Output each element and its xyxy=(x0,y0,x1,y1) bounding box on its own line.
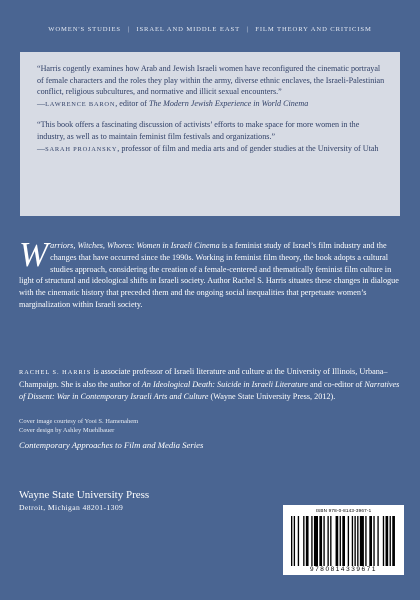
barcode-bar xyxy=(340,516,341,566)
barcode-bar xyxy=(330,516,331,566)
barcode-bar xyxy=(373,516,374,566)
category-header xyxy=(0,26,420,33)
bio-book-2: Narratives of Dissent: War in Contemporary Israeli Arts and Culture xyxy=(19,379,400,401)
description-body: is a feminist study of Israel’s film industry and the changes that have occurred since the 1990s. Working in feminist film theory, the book adopts a cultural studies approach, considering the creation of a female-centered and thematically feminist film culture in light of structural and ideological shifts in Israeli society. Author Rachel S. Harris situates these changes in dialogue with the cinematic history that preceded them and the ongoing social inequalities that perpetuate women’s marginalization within Israeli society. xyxy=(19,241,399,309)
quote-2-author: SARAH PROJANSKY xyxy=(45,145,118,153)
bio-text-1: is associate professor of Israeli literature and culture at the University of Illinois, Urbana–Champaign. She is also the author of xyxy=(19,367,388,389)
barcode-bar xyxy=(386,516,389,566)
category-film-theory: FILM THEORY AND CRITICISM xyxy=(255,26,372,33)
series-title: Contemporary Approaches to Film and Media Series xyxy=(19,440,204,450)
barcode-bar xyxy=(390,516,391,566)
barcode-bar xyxy=(311,516,312,566)
quote-1-dash: — xyxy=(37,98,46,108)
description-book-title: arriors, Witches, Whores: Women in Israeli Cinema xyxy=(50,241,220,250)
barcode-bar xyxy=(323,516,324,566)
barcode-bar xyxy=(365,516,366,566)
drop-cap: W xyxy=(19,235,49,274)
barcode-bar xyxy=(314,516,318,566)
barcode-bar xyxy=(342,516,345,566)
barcode-bar xyxy=(336,516,339,566)
barcode-bar xyxy=(352,516,353,566)
quote-1-book-title: The Modern Jewish Experience in World Cinema xyxy=(148,98,309,108)
publisher-block xyxy=(19,488,259,514)
endorsement-quote-2 xyxy=(37,119,387,155)
bio-text-2: and co-editor of xyxy=(307,379,365,389)
publisher-name: Wayne State University Press xyxy=(19,489,150,501)
bio-author-name: RACHEL S. HARRIS xyxy=(19,369,92,376)
bio-text-3: (Wayne State University Press, 2012). xyxy=(208,391,336,401)
barcode-bar xyxy=(348,516,349,566)
author-bio xyxy=(19,366,402,402)
barcode-bar xyxy=(303,516,304,566)
barcode-graphic xyxy=(291,516,396,566)
barcode-bar xyxy=(392,516,395,566)
barcode-bar xyxy=(294,516,295,566)
quote-2-text: “This book offers a fascinating discussion of activists’ efforts to make space for more women in the industry, as well as to maintain feminist film festivals and organizations.” xyxy=(37,120,360,141)
isbn-barcode xyxy=(283,505,404,575)
barcode-bar xyxy=(319,516,322,566)
publisher-address: Detroit, Michigan 48201-1309 xyxy=(19,503,124,512)
quote-1-author: LAWRENCE BARON xyxy=(45,100,116,108)
barcode-bar xyxy=(354,516,355,566)
bio-book-1: An Ideological Death: Suicide in Israeli Literature xyxy=(141,379,308,389)
category-separator: | xyxy=(246,26,249,33)
barcode-bar xyxy=(306,516,309,566)
quote-1-affiliation: , editor of xyxy=(115,98,149,108)
book-description xyxy=(19,235,402,311)
barcode-bar xyxy=(298,516,299,566)
cover-design-credit: Cover design by Ashley Muehlbauer xyxy=(19,426,115,434)
category-israel-middle-east: ISRAEL AND MIDDLE EAST xyxy=(136,26,240,33)
endorsements-panel xyxy=(20,52,400,216)
barcode-bar xyxy=(291,516,292,566)
isbn-label: ISBN 978-0-8143-3967-1 xyxy=(315,508,372,513)
category-womens-studies: WOMEN'S STUDIES xyxy=(48,26,122,33)
barcode-bar xyxy=(357,516,358,566)
quote-1-text: “Harris cogently examines how Arab and Jewish Israeli women have reconfigured the cinematic portrayal of female characters and the roles they play within the army, diverse ethnic enclaves, the Israeli-Palestinian conflict, religious subcultures, and normative and illicit sexual encounters.” xyxy=(37,64,385,97)
barcode-bar xyxy=(369,516,372,566)
barcode-bar xyxy=(383,516,384,566)
barcode-bar xyxy=(327,516,328,566)
endorsement-quote-1 xyxy=(37,63,387,110)
cover-image-credit: Cover image courtesy of Yooi S. Hamenahem xyxy=(19,418,139,425)
cover-credits xyxy=(19,418,319,436)
category-separator: | xyxy=(127,26,130,33)
isbn-digits: 9780814339671 xyxy=(309,566,377,573)
quote-2-dash: — xyxy=(37,143,46,153)
barcode-bar xyxy=(377,516,378,566)
barcode-bar xyxy=(360,516,364,566)
quote-2-affiliation: , professor of film and media arts and of gender studies at the University of Utah xyxy=(117,143,379,153)
